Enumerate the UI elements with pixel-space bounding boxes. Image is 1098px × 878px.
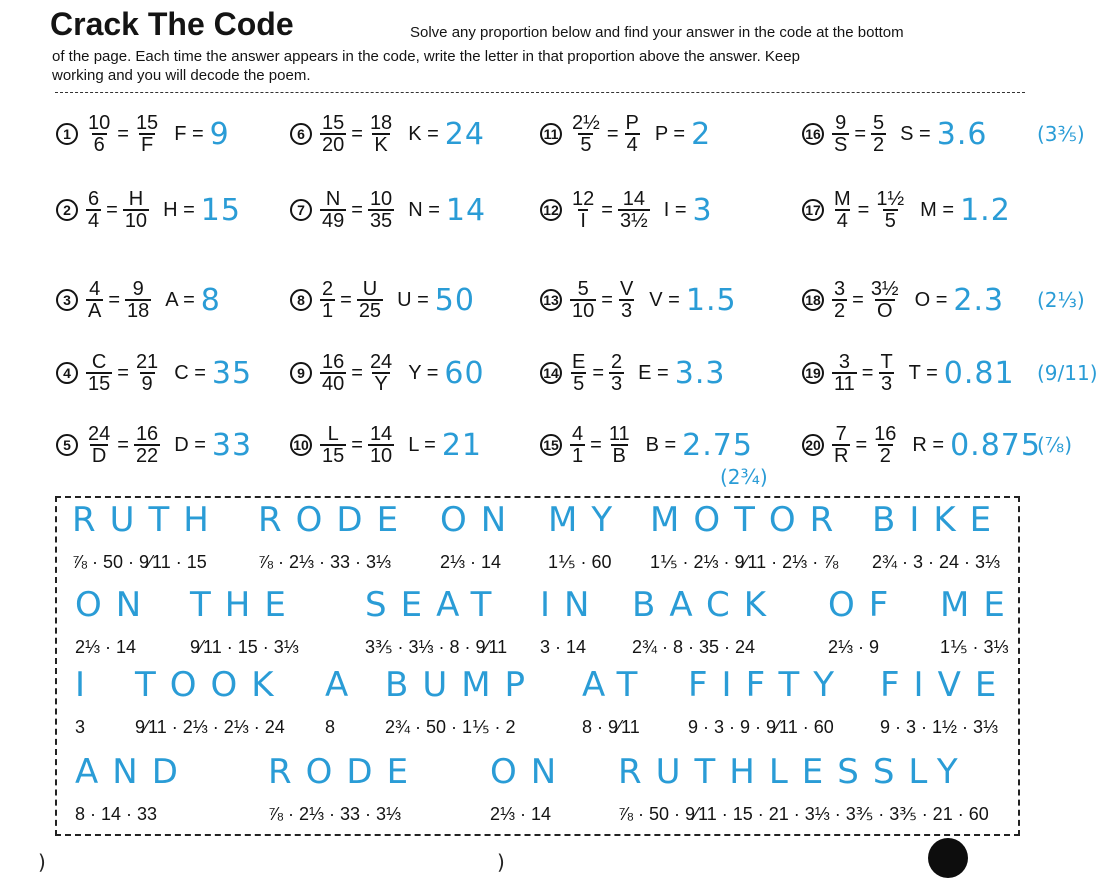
handwritten-answer: 8 <box>200 282 221 318</box>
left-fraction <box>570 279 596 321</box>
punch-hole-dot <box>928 838 968 878</box>
equals-sign: = <box>861 361 874 384</box>
code-sequence: 2⅓ · 14 <box>440 552 502 572</box>
denominator: 3 <box>621 300 633 322</box>
numerator: V <box>619 278 634 300</box>
denominator: 22 <box>135 445 159 467</box>
variable-label: N = <box>408 198 440 221</box>
equals-sign: = <box>854 122 867 145</box>
handwritten-answer: 60 <box>444 355 485 391</box>
right-fraction <box>134 424 160 466</box>
numerator: 18 <box>369 112 393 134</box>
problem-number: 5 <box>56 434 78 456</box>
numerator: 5 <box>577 278 589 300</box>
denominator: 1 <box>572 445 584 467</box>
numerator: 7 <box>835 423 847 445</box>
problem-7 <box>290 180 486 240</box>
variable-label: R = <box>912 433 945 456</box>
left-fraction <box>320 113 346 155</box>
right-fraction <box>134 352 160 394</box>
handwritten-answer: 2.75 <box>682 427 753 463</box>
code-sequence: 2⅓ · 9 <box>828 637 880 657</box>
equals-sign: = <box>857 198 870 221</box>
numerator: 16 <box>135 423 159 445</box>
code-sequence: 8 <box>325 717 336 737</box>
variable-label: H = <box>163 198 195 221</box>
numerator: 2½ <box>572 112 600 134</box>
denominator: 4 <box>836 210 848 232</box>
left-fraction <box>86 424 112 466</box>
denominator: 2 <box>873 134 885 156</box>
denominator: D <box>91 445 107 467</box>
problem-number: 8 <box>290 289 312 311</box>
equals-sign: = <box>852 288 864 311</box>
denominator: 3½ <box>619 210 648 232</box>
numerator: C <box>91 351 107 373</box>
problem-number: 11 <box>540 123 562 145</box>
decoded-word: ON <box>440 500 521 540</box>
equals-sign: = <box>601 198 613 221</box>
right-fraction <box>368 424 394 466</box>
decoded-word: RODE <box>258 500 413 540</box>
handwritten-answer: 2.3 <box>953 282 1005 318</box>
equals-sign: = <box>601 288 613 311</box>
decoded-word: FIFTY <box>688 665 849 705</box>
denominator: K <box>374 134 388 156</box>
problem-18 <box>802 270 1004 330</box>
worksheet-title: Crack The Code <box>50 6 294 42</box>
numerator: 10 <box>369 188 393 210</box>
code-sequence: ⅞ · 2⅓ · 33 · 3⅓ <box>268 804 402 824</box>
equals-sign: = <box>106 198 118 221</box>
variable-label: S = <box>900 122 931 145</box>
code-sequence: 1⅕ · 3⅓ <box>940 637 1009 657</box>
left-fraction <box>832 352 857 394</box>
denominator: I <box>580 210 586 232</box>
denominator: 10 <box>124 210 148 232</box>
decoded-word: SEAT <box>365 585 506 625</box>
handwritten-answer-fraction: (⅞) <box>1037 433 1072 457</box>
handwritten-answer: 9 <box>209 116 230 152</box>
variable-label: T = <box>908 361 938 384</box>
right-fraction <box>134 113 160 155</box>
numerator: L <box>327 423 339 445</box>
left-fraction <box>320 279 335 321</box>
handwritten-answer: 0.875 <box>950 427 1041 463</box>
code-sequence: ⅞ · 2⅓ · 33 · 3⅓ <box>258 552 392 572</box>
denominator: F <box>140 134 154 156</box>
equals-sign: = <box>590 433 602 456</box>
numerator: 4 <box>89 278 101 300</box>
equals-sign: = <box>351 198 363 221</box>
right-fraction <box>609 352 624 394</box>
numerator: N <box>325 188 341 210</box>
problem-14 <box>540 343 725 403</box>
numerator: 16 <box>322 351 345 373</box>
denominator: 11 <box>834 373 855 395</box>
left-fraction <box>86 189 101 231</box>
scan-mark-center: ) <box>497 850 505 874</box>
numerator: 16 <box>874 423 897 445</box>
numerator: 11 <box>608 423 630 445</box>
denominator: 18 <box>127 300 150 322</box>
handwritten-answer-fraction: (2¾) <box>720 465 768 489</box>
problem-number: 12 <box>540 199 562 221</box>
numerator: E <box>572 351 586 373</box>
decoded-word: AND <box>75 752 192 792</box>
numerator: 3 <box>838 351 850 373</box>
denominator: O <box>876 300 893 322</box>
decoded-word: MOTOR <box>650 500 848 540</box>
right-fraction <box>618 279 635 321</box>
equals-sign: = <box>340 288 352 311</box>
problem-3 <box>56 270 221 330</box>
numerator: 21 <box>135 351 159 373</box>
denominator: 4 <box>88 210 100 232</box>
decoded-word: OF <box>828 585 903 625</box>
instructions-line-3: working and you will decode the poem. <box>52 67 311 84</box>
left-fraction <box>86 113 112 155</box>
code-sequence: 2¾ · 3 · 24 · 3⅓ <box>872 552 1001 572</box>
problem-1 <box>56 104 230 164</box>
problem-8 <box>290 270 475 330</box>
decoded-word: MY <box>548 500 627 540</box>
handwritten-answer: 3.3 <box>674 355 726 391</box>
handwritten-answer-fraction: (3⅗) <box>1037 122 1085 146</box>
decoded-word: BACK <box>632 585 781 625</box>
denominator: 3 <box>611 373 623 395</box>
right-fraction <box>607 424 632 466</box>
variable-label: F = <box>174 122 204 145</box>
numerator: 2 <box>322 278 334 300</box>
left-fraction <box>832 189 853 231</box>
problem-12 <box>540 180 713 240</box>
denominator: 49 <box>322 210 345 232</box>
numerator: 14 <box>622 188 645 210</box>
denominator: 3 <box>881 373 893 395</box>
denominator: 20 <box>322 134 345 156</box>
decoded-word: RODE <box>268 752 423 792</box>
decoded-word: A <box>325 665 363 705</box>
numerator: 3½ <box>870 278 899 300</box>
problem-number: 3 <box>56 289 78 311</box>
denominator: 4 <box>626 134 638 156</box>
right-fraction <box>878 352 894 394</box>
right-fraction <box>624 113 641 155</box>
numerator: M <box>834 188 851 210</box>
left-fraction <box>570 352 587 394</box>
right-fraction <box>618 189 650 231</box>
handwritten-answer: 1.2 <box>960 192 1011 228</box>
problem-number: 15 <box>540 434 562 456</box>
code-sequence: 3 <box>75 717 86 737</box>
handwritten-answer: 0.81 <box>943 355 1015 391</box>
handwritten-answer: 1.5 <box>685 282 737 318</box>
numerator: U <box>362 278 378 300</box>
right-fraction <box>368 113 394 155</box>
numerator: 5 <box>873 112 885 134</box>
decoded-word: ON <box>75 585 156 625</box>
handwritten-answer: 33 <box>211 427 253 463</box>
problem-number: 2 <box>56 199 78 221</box>
variable-label: D = <box>174 433 206 456</box>
decoded-word: BUMP <box>385 665 540 705</box>
problem-number: 13 <box>540 289 562 311</box>
problem-number: 10 <box>290 434 312 456</box>
equals-sign: = <box>108 288 121 311</box>
denominator: 40 <box>322 373 345 395</box>
code-sequence: 9⁄11 · 2⅓ · 2⅓ · 24 <box>135 717 285 737</box>
numerator: 15 <box>135 112 159 134</box>
denominator: 2 <box>879 445 891 467</box>
decoded-word: RUTH <box>72 500 223 540</box>
numerator: 4 <box>572 423 584 445</box>
equals-sign: = <box>117 361 129 384</box>
variable-label: U = <box>397 288 429 311</box>
instructions-line-1: Solve any proportion below and find your answer in the code at the bottom <box>410 24 904 41</box>
code-sequence: 2¾ · 50 · 1⅕ · 2 <box>385 717 516 737</box>
denominator: 2 <box>834 300 846 322</box>
equals-sign: = <box>117 433 129 456</box>
code-sequence: 8 · 14 · 33 <box>75 804 158 824</box>
scan-mark-left: ) <box>38 850 46 874</box>
decoded-word: ME <box>940 585 1019 625</box>
variable-label: K = <box>408 122 439 145</box>
variable-label: A = <box>165 288 195 311</box>
handwritten-answer: 3.6 <box>936 116 988 152</box>
handwritten-answer: 14 <box>445 192 487 228</box>
code-sequence: 3⅗ · 3⅓ · 8 · 9⁄11 <box>365 637 508 657</box>
handwritten-answer: 3 <box>692 192 713 228</box>
problem-number: 19 <box>802 362 824 384</box>
problem-number: 4 <box>56 362 78 384</box>
equals-sign: = <box>117 122 129 145</box>
handwritten-answer: 24 <box>444 116 485 152</box>
code-sequence: 9⁄11 · 15 · 3⅓ <box>190 637 299 657</box>
right-fraction <box>869 279 901 321</box>
numerator: H <box>128 188 144 210</box>
variable-label: B = <box>645 433 677 456</box>
problem-9 <box>290 343 485 403</box>
code-sequence: 1⅕ · 60 <box>548 552 612 572</box>
denominator: 5 <box>573 373 585 395</box>
code-sequence: 2⅓ · 14 <box>490 804 552 824</box>
decoded-word: IN <box>540 585 604 625</box>
denominator: 10 <box>572 300 595 322</box>
left-fraction <box>570 189 596 231</box>
denominator: Y <box>374 373 388 395</box>
variable-label: P = <box>654 122 686 145</box>
denominator: B <box>612 445 626 467</box>
code-sequence: 8 · 9⁄11 <box>582 717 640 737</box>
right-fraction <box>357 279 383 321</box>
numerator: 24 <box>88 423 111 445</box>
variable-label: E = <box>638 361 669 384</box>
decoded-word: ON <box>490 752 571 792</box>
left-fraction <box>832 279 847 321</box>
right-fraction <box>123 189 149 231</box>
problem-number: 18 <box>802 289 824 311</box>
problem-16 <box>802 104 987 164</box>
equals-sign: = <box>351 361 363 384</box>
handwritten-answer: 15 <box>200 192 241 228</box>
variable-label: L = <box>408 433 436 456</box>
variable-label: I = <box>663 198 687 221</box>
right-fraction <box>872 424 898 466</box>
denominator: 6 <box>93 134 105 156</box>
variable-label: Y = <box>408 361 439 384</box>
left-fraction <box>832 113 849 155</box>
problem-17 <box>802 180 1011 240</box>
problem-number: 16 <box>802 123 824 145</box>
numerator: 9 <box>835 112 847 134</box>
denominator: S <box>834 134 848 156</box>
numerator: 3 <box>834 278 846 300</box>
instructions-line-2: of the page. Each time the answer appears in the code, write the letter in that proportion above the answer. Keep <box>52 48 800 65</box>
numerator: 10 <box>88 112 111 134</box>
problem-4 <box>56 343 252 403</box>
right-fraction <box>874 189 906 231</box>
right-fraction <box>871 113 886 155</box>
problem-number: 7 <box>290 199 312 221</box>
problem-number: 9 <box>290 362 312 384</box>
code-sequence: ⅞ · 50 · 9⁄11 · 15 <box>72 552 207 572</box>
code-sequence: 9 · 3 · 9 · 9⁄11 · 60 <box>688 717 834 737</box>
left-fraction <box>320 424 346 466</box>
denominator: 25 <box>358 300 382 322</box>
variable-label: M = <box>920 198 955 221</box>
denominator: 1 <box>322 300 334 322</box>
variable-label: O = <box>914 288 948 311</box>
problem-19 <box>802 343 1015 403</box>
equals-sign: = <box>592 361 605 384</box>
code-sequence: 3 · 14 <box>540 637 587 657</box>
handwritten-answer-fraction: (9/11) <box>1037 361 1098 385</box>
left-fraction <box>570 113 602 155</box>
header-divider <box>55 92 1025 93</box>
denominator: 15 <box>88 373 111 395</box>
decoded-word: AT <box>582 665 652 705</box>
numerator: 12 <box>572 188 595 210</box>
numerator: 9 <box>132 278 144 300</box>
equals-sign: = <box>606 122 619 145</box>
denominator: 15 <box>322 445 345 467</box>
code-sequence: 9 · 3 · 1½ · 3⅓ <box>880 717 999 737</box>
handwritten-answer: 21 <box>441 427 482 463</box>
problem-number: 14 <box>540 362 562 384</box>
numerator: 6 <box>88 188 100 210</box>
left-fraction <box>320 352 346 394</box>
code-sequence: ⅞ · 50 · 9⁄11 · 15 · 21 · 3⅓ · 3⅗ · 3⅗ · 21 · 60 <box>618 804 989 824</box>
decoded-word: FIVE <box>880 665 1011 705</box>
code-sequence: 2⅓ · 14 <box>75 637 137 657</box>
problem-6 <box>290 104 485 164</box>
problem-11 <box>540 104 711 164</box>
decoded-word: RUTHLESSLY <box>618 752 972 792</box>
denominator: R <box>834 445 849 467</box>
problem-13 <box>540 270 737 330</box>
problem-2 <box>56 180 241 240</box>
right-fraction <box>368 352 394 394</box>
problem-number: 20 <box>802 434 824 456</box>
problem-20 <box>802 415 1041 475</box>
decoded-word: BIKE <box>872 500 1006 540</box>
right-fraction <box>125 279 151 321</box>
numerator: T <box>880 351 893 373</box>
problem-number: 17 <box>802 199 824 221</box>
numerator: P <box>625 112 639 134</box>
equals-sign: = <box>351 433 363 456</box>
numerator: 14 <box>369 423 393 445</box>
code-sequence: 1⅕ · 2⅓ · 9⁄11 · 2⅓ · ⅞ <box>650 552 839 572</box>
variable-label: C = <box>174 361 206 384</box>
denominator: 9 <box>141 373 153 395</box>
handwritten-answer: 35 <box>211 355 253 391</box>
variable-label: V = <box>649 288 680 311</box>
decoded-word: TOOK <box>135 665 288 705</box>
decoded-word: I <box>75 665 100 705</box>
right-fraction <box>368 189 394 231</box>
numerator: 2 <box>611 351 623 373</box>
denominator: 5 <box>580 134 592 156</box>
handwritten-answer-fraction: (2⅓) <box>1037 288 1085 312</box>
denominator: 10 <box>369 445 393 467</box>
equals-sign: = <box>351 122 363 145</box>
denominator: A <box>88 300 102 322</box>
handwritten-answer: 2 <box>691 116 712 152</box>
problem-number: 6 <box>290 123 312 145</box>
decoded-word: THE <box>190 585 300 625</box>
numerator: 1½ <box>876 188 905 210</box>
code-sequence: 2¾ · 8 · 35 · 24 <box>632 637 756 657</box>
left-fraction <box>86 352 112 394</box>
equals-sign: = <box>855 433 868 456</box>
numerator: 24 <box>369 351 393 373</box>
left-fraction <box>320 189 346 231</box>
left-fraction <box>832 424 850 466</box>
problem-number: 1 <box>56 123 78 145</box>
problem-10 <box>290 415 482 475</box>
handwritten-answer: 50 <box>434 282 475 318</box>
problem-5 <box>56 415 252 475</box>
left-fraction <box>86 279 103 321</box>
denominator: 35 <box>369 210 393 232</box>
numerator: 15 <box>322 112 345 134</box>
denominator: 5 <box>884 210 896 232</box>
left-fraction <box>570 424 585 466</box>
